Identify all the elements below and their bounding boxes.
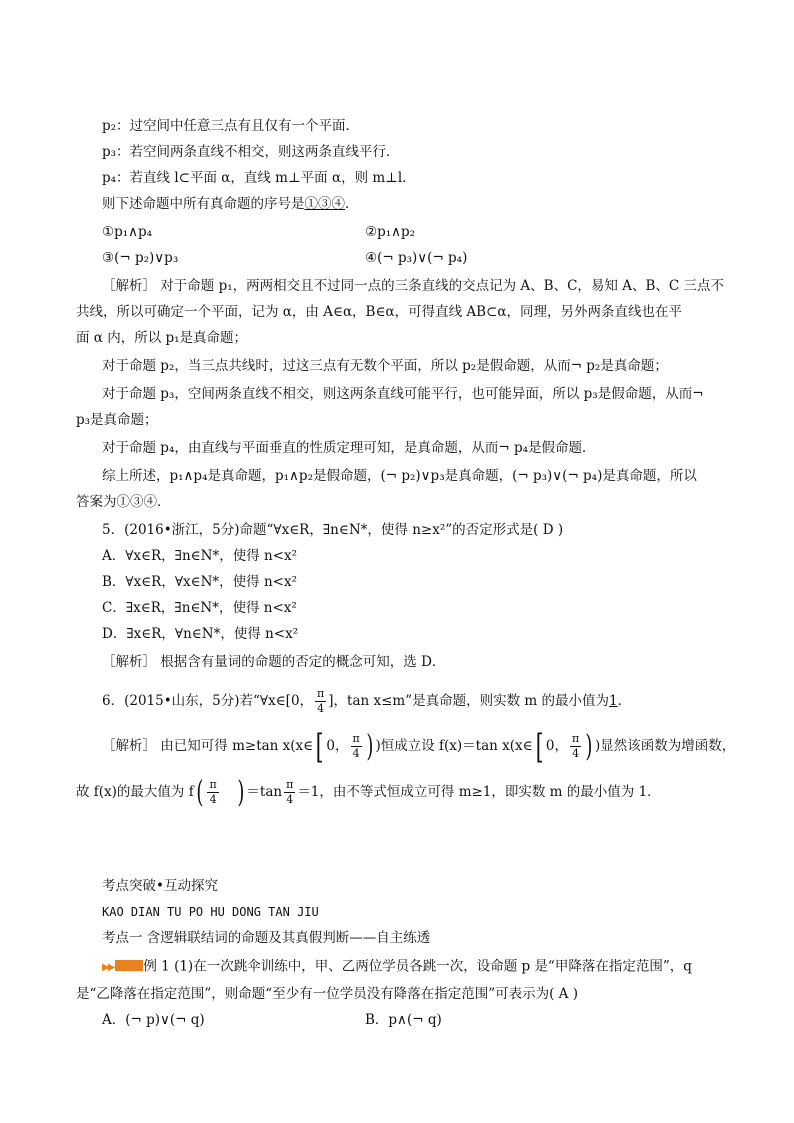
q5-stem: 5．(2016•浙江，5分)命题“∀x∈R，∃n∈N*，使得 n≥x²”的否定形式是( D ): [102, 522, 564, 538]
q6-analysis-line-2: 故 f(x)的最大值为 f( $\frac{\pi}{4}$ ) ＝tan $\frac{\pi}{4}$ ＝1，由不等式恒成立可得 m≥1，即实数 m 的最小值为 1．: [76, 774, 661, 810]
section-pinyin: KAO DIAN TU PO HU DONG TAN JIU: [102, 905, 319, 919]
section-title: 考点突破•互动探究: [102, 878, 218, 894]
left-bracket: [: [535, 726, 544, 767]
analysis-line-3: 面 α 内，所以 p₁是真命题；: [76, 330, 248, 346]
option-3: ③(¬ p₂)∨p₃: [102, 250, 179, 266]
question-answer: ①③④: [304, 196, 345, 212]
left-bracket: [: [315, 726, 324, 767]
pi-over-4-fraction: $\frac{\pi}{4}$: [571, 732, 580, 760]
analysis-line-8: 综上所述，p₁∧p₄是真命题，p₁∧p₂是假命题，(¬ p₂)∨p₃是真命题，(¬ p₃)∨(¬ p₄)是真命题，所以: [102, 468, 697, 484]
option-2: ②p₁∧p₂: [365, 224, 416, 240]
right-paren: ): [366, 728, 374, 764]
question-line: [102, 194, 359, 214]
q5-option-a: A．∀x∈R，∃n∈N*，使得 n<x²: [102, 548, 298, 564]
analysis-line-1: ［解析］ 对于命题 p₁，两两相交且不过同一点的三条直线的交点记为 A、B、C，易知 A、B、C 三点不: [102, 278, 725, 294]
option-1: ①p₁∧p₄: [102, 224, 153, 240]
example-option-b: B．p∧(¬ q): [365, 1012, 442, 1028]
q6-analysis-line-1: ［解析］ 由已知可得 m≥tan x(x∈[ 0， $\frac{\pi}{4}$ ) )恒成立设 f(x)＝tan x(x∈[ 0， $\frac{\pi}{4}$ ) )显然该函数为增函数，: [102, 726, 736, 767]
pi-over-4-fraction: $\frac{\pi}{4}$: [317, 687, 325, 715]
example-label: 例 1: [143, 958, 170, 975]
analysis-line-7: 对于命题 p₄，由直线与平面垂直的性质定理可知，是真命题，从而¬ p₄是假命题．: [102, 440, 596, 456]
right-paren: ): [237, 774, 245, 810]
proposition-p2: p₂：过空间中任意三点有且仅有一个平面．: [102, 118, 360, 134]
q5-analysis: ［解析］ 根据含有量词的命题的否定的概念可知，选 D．: [102, 654, 446, 670]
question-prefix: 则下述命题中所有真命题的序号是: [102, 196, 305, 212]
example-line-1: ▶▶ 例 1 (1)在一次跳伞训练中，甲、乙两位学员各跳一次，设命题 p 是“甲降落在指定范围”，q: [102, 956, 692, 978]
left-paren: (: [196, 774, 204, 810]
example-option-a: A．(¬ p)∨(¬ q): [102, 1012, 205, 1028]
q5-option-b: B．∀x∈R，∀x∈N*，使得 n<x²: [102, 574, 297, 590]
question-suffix: ．: [345, 196, 359, 212]
analysis-line-6: p₃是真命题；: [76, 412, 158, 428]
analysis-line-5: 对于命题 p₃，空间两条直线不相交，则这两条直线可能平行，也可能异面，所以 p₃是假命题，从而¬: [102, 386, 704, 402]
example-badge-icon: ▶▶: [102, 956, 143, 978]
key-point-title: 考点一 含逻辑联结词的命题及其真假判断——自主练透: [102, 930, 431, 946]
pi-over-4-fraction: $\frac{\pi}{4}$: [209, 778, 217, 806]
pi-over-4-fraction: $\frac{\pi}{4}$: [286, 778, 294, 806]
analysis-line-9: 答案为①③④．: [76, 494, 171, 510]
q6-answer: 1: [609, 693, 618, 709]
proposition-p3: p₃：若空间两条直线不相交，则这两条直线平行．: [102, 144, 400, 160]
example-line-2: 是“乙降落在指定范围”，则命题“至少有一位学员没有降落在指定范围”可表示为( A ): [76, 986, 578, 1002]
analysis-line-4: 对于命题 p₂，当三点共线时，过这三点有无数个平面，所以 p₂是假命题，从而¬ p₂是真命题；: [102, 358, 668, 374]
analysis-line-2: 共线，所以可确定一个平面，记为 α，由 A∈α，B∈α，可得直线 AB⊂α，同理，另外两条直线也在平: [76, 304, 682, 320]
proposition-p4: p₄：若直线 l⊂平面 α，直线 m⊥平面 α，则 m⊥l．: [102, 170, 416, 186]
q6-stem: 6．(2015•山东，5分)若“∀x∈[0， $\frac{\pi}{4}$ ]，tan x≤m”是真命题，则实数 m 的最小值为1．: [102, 687, 632, 715]
option-4: ④(¬ p₃)∨(¬ p₄): [365, 250, 468, 266]
q5-option-d: D．∃x∈R，∀n∈N*，使得 n<x²: [102, 626, 299, 642]
right-paren: ): [585, 728, 593, 764]
q5-option-c: C．∃x∈R，∃n∈N*，使得 n<x²: [102, 600, 297, 616]
pi-over-4-fraction: $\frac{\pi}{4}$: [352, 732, 360, 760]
